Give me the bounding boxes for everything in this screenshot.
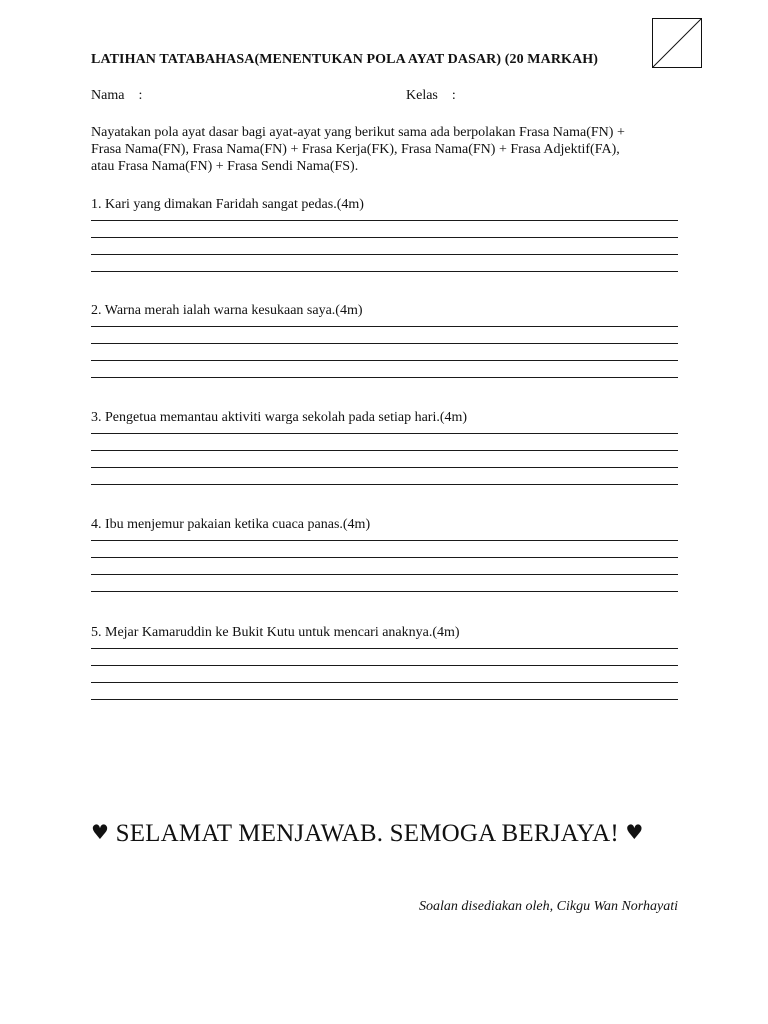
answer-line[interactable] [91,682,678,683]
diagonal-slash-box-icon [652,18,702,68]
answer-line[interactable] [91,360,678,361]
class-label: Kelas [406,88,438,103]
answer-line[interactable] [91,557,678,558]
answer-line[interactable] [91,254,678,255]
name-colon: : [138,88,143,103]
question-4 [91,517,678,592]
question-text: 2. Warna merah ialah warna kesukaan saya.(4m) [91,303,363,318]
answer-line[interactable] [91,271,678,272]
question-text: 1. Kari yang dimakan Faridah sangat pedas.(4m) [91,197,364,212]
name-field [91,88,142,104]
instruction-line: atau Frasa Nama(FN) + Frasa Sendi Nama(FS). [91,159,359,174]
closing-text: SELAMAT MENJAWAB. SEMOGA BERJAYA! [115,820,619,847]
author-credit: Soalan disediakan oleh, Cikgu Wan Norhayati [419,899,678,914]
answer-line[interactable] [91,450,678,451]
class-colon: : [451,88,456,103]
answer-line[interactable] [91,540,678,541]
question-text: 5. Mejar Kamaruddin ke Bukit Kutu untuk mencari anaknya.(4m) [91,625,460,640]
answer-line[interactable] [91,377,678,378]
answer-line[interactable] [91,433,678,434]
answer-line[interactable] [91,648,678,649]
answer-line[interactable] [91,665,678,666]
instruction-line: Nayatakan pola ayat dasar bagi ayat-ayat yang berikut sama ada berpolakan Frasa Nama(FN) + [91,125,625,140]
answer-line[interactable] [91,699,678,700]
name-label: Nama [91,88,125,103]
heart-icon: ♥ [91,820,110,844]
heart-icon: ♥ [625,820,644,844]
question-5 [91,625,678,700]
answer-line[interactable] [91,484,678,485]
question-2 [91,303,678,378]
closing-message [91,820,643,848]
score-box [652,18,702,68]
answer-line[interactable] [91,220,678,221]
instruction-line: Frasa Nama(FN), Frasa Nama(FN) + Frasa Kerja(FK), Frasa Nama(FN) + Frasa Adjektif(FA), [91,142,620,157]
answer-line[interactable] [91,343,678,344]
answer-line[interactable] [91,326,678,327]
question-1 [91,197,678,272]
question-text: 3. Pengetua memantau aktiviti warga sekolah pada setiap hari.(4m) [91,410,468,425]
instructions [91,124,691,175]
class-field [406,88,456,104]
answer-line[interactable] [91,574,678,575]
question-3 [91,410,678,485]
question-text: 4. Ibu menjemur pakaian ketika cuaca panas.(4m) [91,517,371,532]
worksheet-title: LATIHAN TATABAHASA(MENENTUKAN POLA AYAT DASAR) (20 MARKAH) [91,52,598,67]
answer-line[interactable] [91,591,678,592]
answer-line[interactable] [91,237,678,238]
answer-line[interactable] [91,467,678,468]
